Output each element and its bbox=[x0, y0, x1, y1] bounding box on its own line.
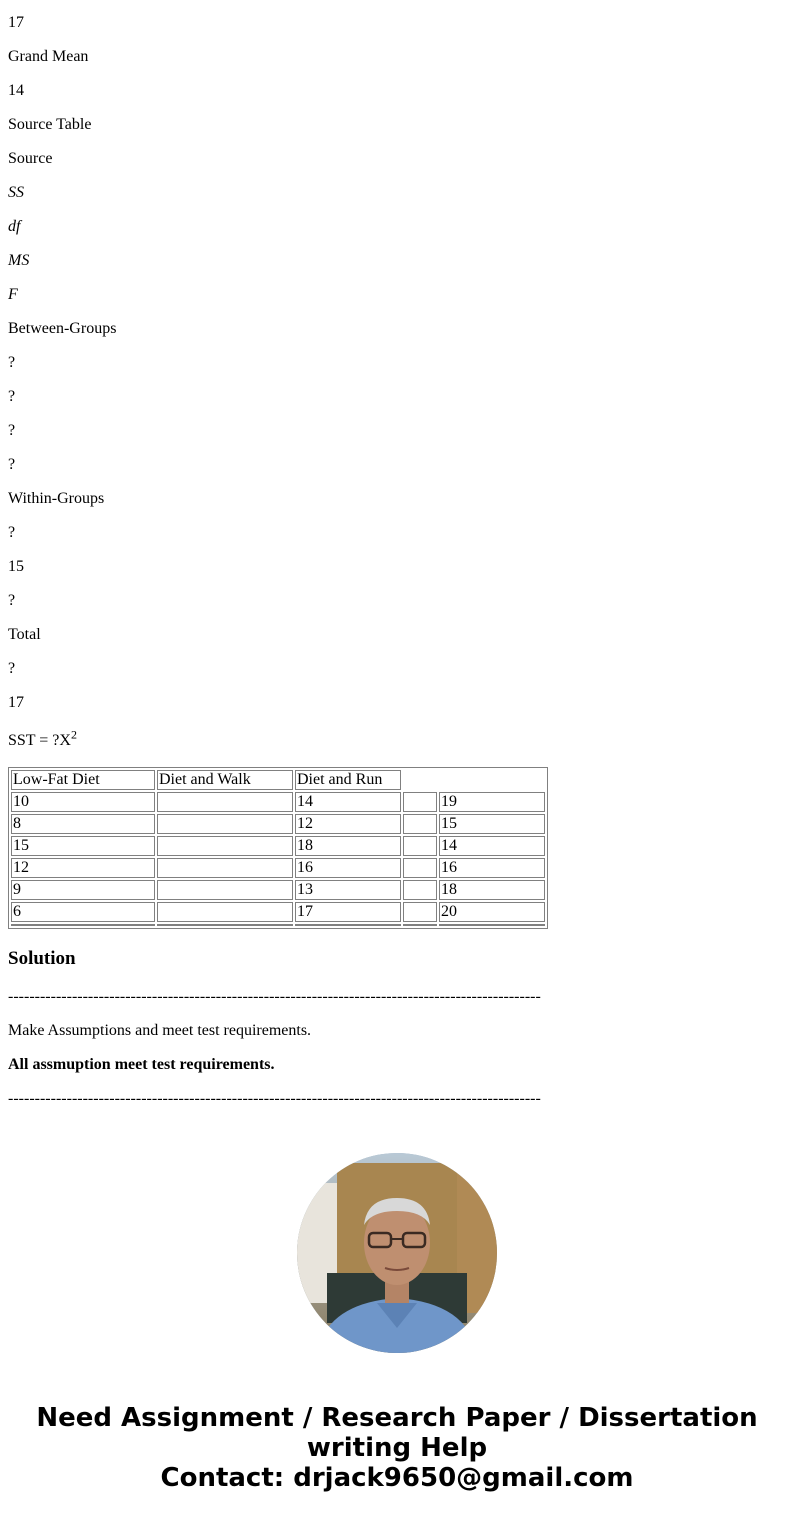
table-cell bbox=[157, 836, 293, 856]
text-line: Total bbox=[8, 626, 41, 643]
table-cell: 13 bbox=[295, 880, 401, 900]
table-header-cell: Low-Fat Diet bbox=[11, 770, 155, 790]
avatar bbox=[297, 1153, 497, 1353]
table-cell bbox=[295, 924, 401, 926]
answer-text: All assmuption meet test requirements. bbox=[8, 1056, 275, 1073]
table-cell bbox=[403, 836, 437, 856]
table-cell: 18 bbox=[295, 836, 401, 856]
text-line: 17 bbox=[8, 14, 24, 31]
table-cell: 17 bbox=[295, 902, 401, 922]
table-cell: 14 bbox=[439, 836, 545, 856]
text-line: 14 bbox=[8, 82, 24, 99]
table-row bbox=[11, 814, 545, 834]
table-cell bbox=[439, 924, 545, 926]
table-cell: 10 bbox=[11, 792, 155, 812]
text-line: Within-Groups bbox=[8, 490, 105, 507]
table-header-cell: Diet and Run bbox=[295, 770, 401, 790]
promo-banner bbox=[0, 1403, 794, 1493]
promo-line-1: Need Assignment / Research Paper / Dissertation bbox=[36, 1403, 758, 1433]
text-line: SS bbox=[8, 184, 24, 201]
text-line: ? bbox=[8, 524, 16, 541]
table-cell: 6 bbox=[11, 902, 155, 922]
table-row bbox=[11, 858, 545, 878]
text-line: ? bbox=[8, 354, 16, 371]
data-table bbox=[8, 767, 548, 929]
table-cell bbox=[403, 924, 437, 926]
text-line: 17 bbox=[8, 694, 24, 711]
table-row bbox=[11, 902, 545, 922]
text-line: ? bbox=[8, 592, 16, 609]
solution-heading: Solution bbox=[8, 948, 76, 969]
sst-formula-exponent: 2 bbox=[70, 727, 77, 742]
table-cell: 9 bbox=[11, 880, 155, 900]
text-line: Grand Mean bbox=[8, 48, 89, 65]
text-line: MS bbox=[8, 252, 30, 269]
text-line: Source bbox=[8, 150, 53, 167]
text-line: ? bbox=[8, 660, 16, 677]
text-line: F bbox=[8, 286, 18, 303]
table-cell: 12 bbox=[295, 814, 401, 834]
table-row bbox=[11, 792, 545, 812]
table-cell bbox=[157, 902, 293, 922]
table-cell: 18 bbox=[439, 880, 545, 900]
sst-formula bbox=[8, 727, 77, 750]
table-cell bbox=[403, 814, 437, 834]
table-cell bbox=[403, 880, 437, 900]
text-line: ? bbox=[8, 422, 16, 439]
table-cell: 19 bbox=[439, 792, 545, 812]
table-header-cell: Diet and Walk bbox=[157, 770, 293, 790]
instruction-text: Make Assumptions and meet test requirements. bbox=[8, 1022, 312, 1039]
table-cell bbox=[157, 792, 293, 812]
divider-bottom: ---------------------------------------------------------------------------------------------------- bbox=[8, 1090, 541, 1107]
table-cell: 16 bbox=[439, 858, 545, 878]
text-line: df bbox=[8, 218, 21, 235]
text-line: ? bbox=[8, 388, 16, 405]
table-row bbox=[11, 836, 545, 856]
divider-top: ---------------------------------------------------------------------------------------------------- bbox=[8, 988, 541, 1005]
table-header-row bbox=[11, 770, 545, 790]
table-cell bbox=[157, 924, 293, 926]
table-cell bbox=[403, 902, 437, 922]
text-line: ? bbox=[8, 456, 16, 473]
table-cell: 15 bbox=[439, 814, 545, 834]
table-cell: 14 bbox=[295, 792, 401, 812]
table-cell bbox=[11, 924, 155, 926]
text-line: Between-Groups bbox=[8, 320, 117, 337]
table-header-filler bbox=[403, 770, 545, 790]
text-line: Source Table bbox=[8, 116, 92, 133]
table-cell: 20 bbox=[439, 902, 545, 922]
table-empty-row bbox=[11, 924, 545, 926]
avatar-portrait-icon bbox=[297, 1153, 497, 1353]
promo-line-2: writing Help bbox=[306, 1433, 488, 1463]
sst-formula-text: SST = ?X bbox=[8, 732, 71, 749]
table-cell bbox=[403, 792, 437, 812]
promo-contact: Contact: drjack9650@gmail.com bbox=[160, 1463, 634, 1493]
table-cell: 15 bbox=[11, 836, 155, 856]
table-cell bbox=[403, 858, 437, 878]
table-row bbox=[11, 880, 545, 900]
table-cell: 16 bbox=[295, 858, 401, 878]
table-cell bbox=[157, 880, 293, 900]
text-line: 15 bbox=[8, 558, 24, 575]
table-cell bbox=[157, 858, 293, 878]
table-cell: 8 bbox=[11, 814, 155, 834]
table-cell: 12 bbox=[11, 858, 155, 878]
table-cell bbox=[157, 814, 293, 834]
